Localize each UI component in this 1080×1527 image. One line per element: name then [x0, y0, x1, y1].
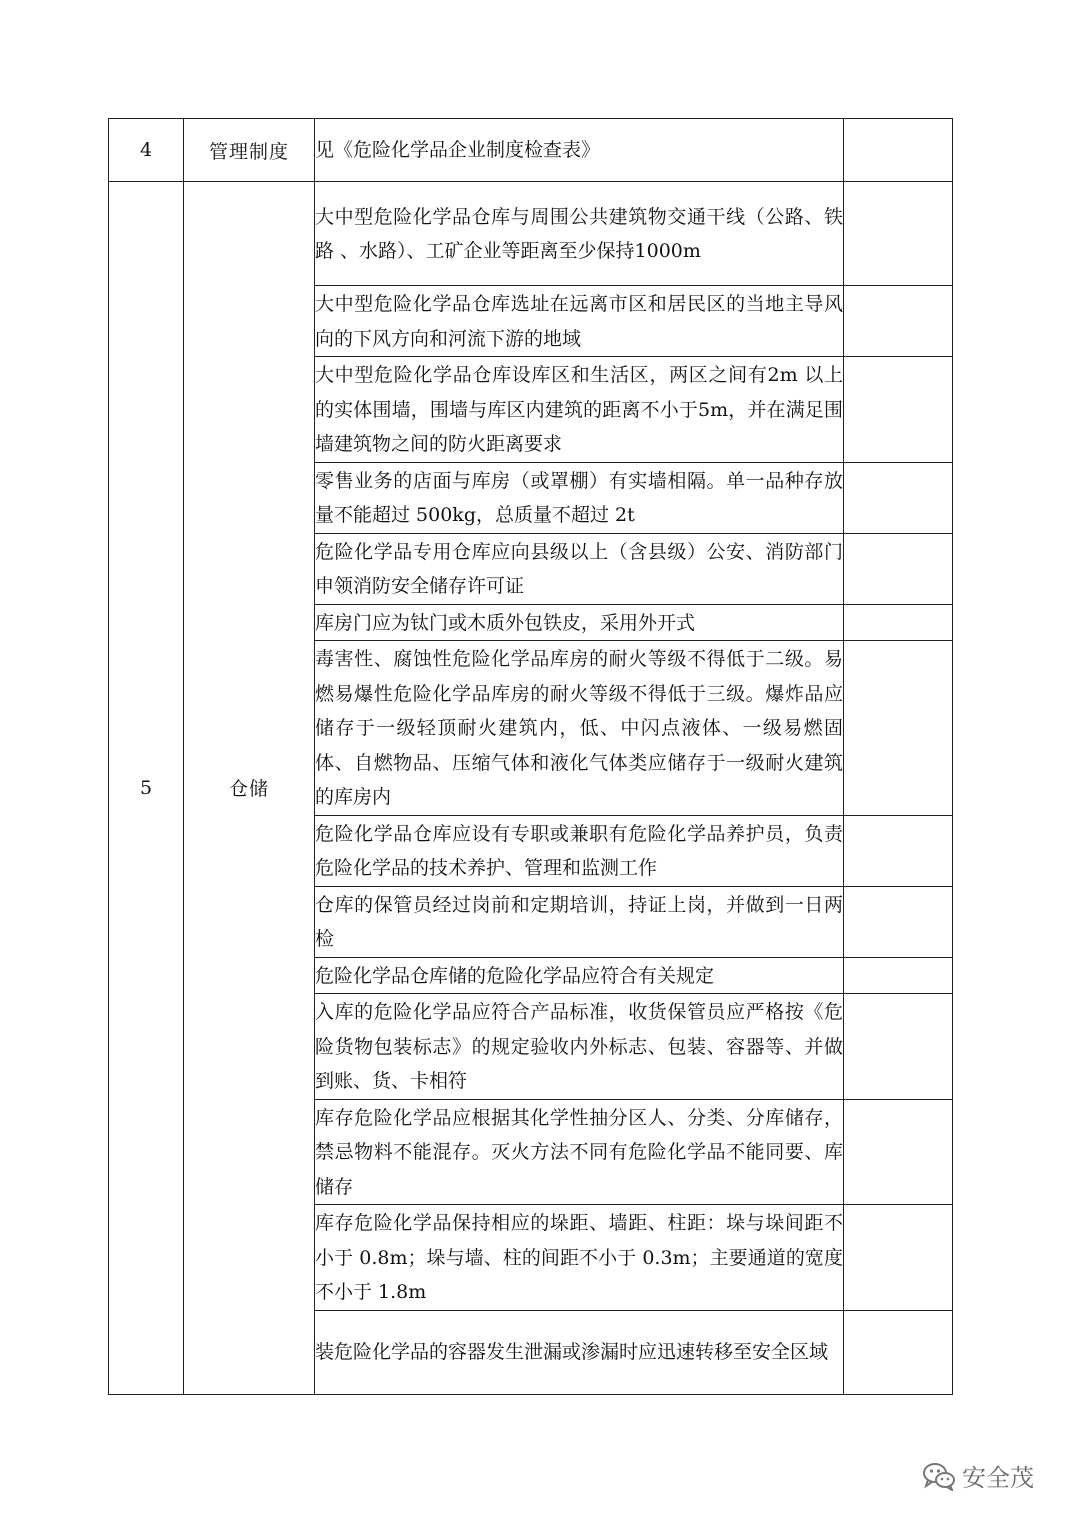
- result-cell: [844, 357, 953, 463]
- result-cell: [844, 462, 953, 533]
- check-item: 毒害性、腐蚀性危险化学品库房的耐火等级不得低于二级。易燃易爆性危险化学品库房的耐火等级不得低于三级。爆炸品应储存于一级轻顶耐火建筑内，低、中闪点液体、一级易燃固体、自燃物品、压缩气体和液化气体类应储存于一级耐火建筑的库房内: [315, 641, 844, 816]
- row-category: 管理制度: [184, 119, 315, 182]
- row-category: 仓储: [184, 182, 315, 1395]
- wechat-icon: [922, 1461, 956, 1491]
- row-number: 5: [109, 182, 184, 1395]
- check-item: 入库的危险化学品应符合产品标准，收货保管员应严格按《危险货物包装标志》的规定验收内外标志、包装、容器等、并做到账、货、卡相符: [315, 994, 844, 1100]
- check-item: 库房门应为钛门或木质外包铁皮，采用外开式: [315, 604, 844, 641]
- result-cell: [844, 182, 953, 286]
- row-number: 4: [109, 119, 184, 182]
- check-item: 零售业务的店面与库房（或罩棚）有实墙相隔。单一品种存放量不能超过 500kg，总质量不超过 2t: [315, 462, 844, 533]
- result-cell: [844, 994, 953, 1100]
- check-item: 库存危险化学品保持相应的垛距、墙距、柱距：垛与垛间距不小于 0.8m；垛与墙、柱的间距不小于 0.3m；主要通道的宽度不小于 1.8m: [315, 1205, 844, 1311]
- result-cell: [844, 533, 953, 604]
- result-cell: [844, 604, 953, 641]
- watermark-text: 安全茂: [962, 1464, 1034, 1492]
- check-item: 危险化学品仓库应设有专职或兼职有危险化学品养护员，负责危险化学品的技术养护、管理和监测工作: [315, 815, 844, 886]
- table-row: [109, 182, 953, 286]
- check-item: 仓库的保管员经过岗前和定期培训，持证上岗，并做到一日两检: [315, 886, 844, 957]
- result-cell: [844, 815, 953, 886]
- table-row: [109, 119, 953, 182]
- check-item: 库存危险化学品应根据其化学性抽分区人、分类、分库储存，禁忌物料不能混存。灭火方法不同有危险化学品不能同要、库储存: [315, 1099, 844, 1205]
- check-item: 危险化学品专用仓库应向县级以上（含县级）公安、消防部门申领消防安全储存许可证: [315, 533, 844, 604]
- result-cell: [844, 641, 953, 816]
- check-item: 大中型危险化学品仓库选址在远离市区和居民区的当地主导风向的下风方向和河流下游的地域: [315, 286, 844, 357]
- result-cell: [844, 1310, 953, 1394]
- check-item: 大中型危险化学品仓库与周围公共建筑物交通干线（公路、铁路 、水路）、工矿企业等距离至少保持1000m: [315, 182, 844, 286]
- result-cell: [844, 286, 953, 357]
- check-item: 大中型危险化学品仓库设库区和生活区，两区之间有2m 以上的实体围墙，围墙与库区内建筑的距离不小于5m，并在满足围墙建筑物之间的防火距离要求: [315, 357, 844, 463]
- result-cell: [844, 1205, 953, 1311]
- check-item: 装危险化学品的容器发生泄漏或渗漏时应迅速转移至安全区域: [315, 1310, 844, 1394]
- check-item: 危险化学品仓库储的危险化学品应符合有关规定: [315, 957, 844, 994]
- result-cell: [844, 886, 953, 957]
- check-item: 见《危险化学品企业制度检查表》: [315, 119, 844, 182]
- result-cell: [844, 1099, 953, 1205]
- result-cell: [844, 957, 953, 994]
- checklist-table: [108, 118, 953, 1395]
- result-cell: [844, 119, 953, 182]
- watermark: [922, 1458, 1034, 1493]
